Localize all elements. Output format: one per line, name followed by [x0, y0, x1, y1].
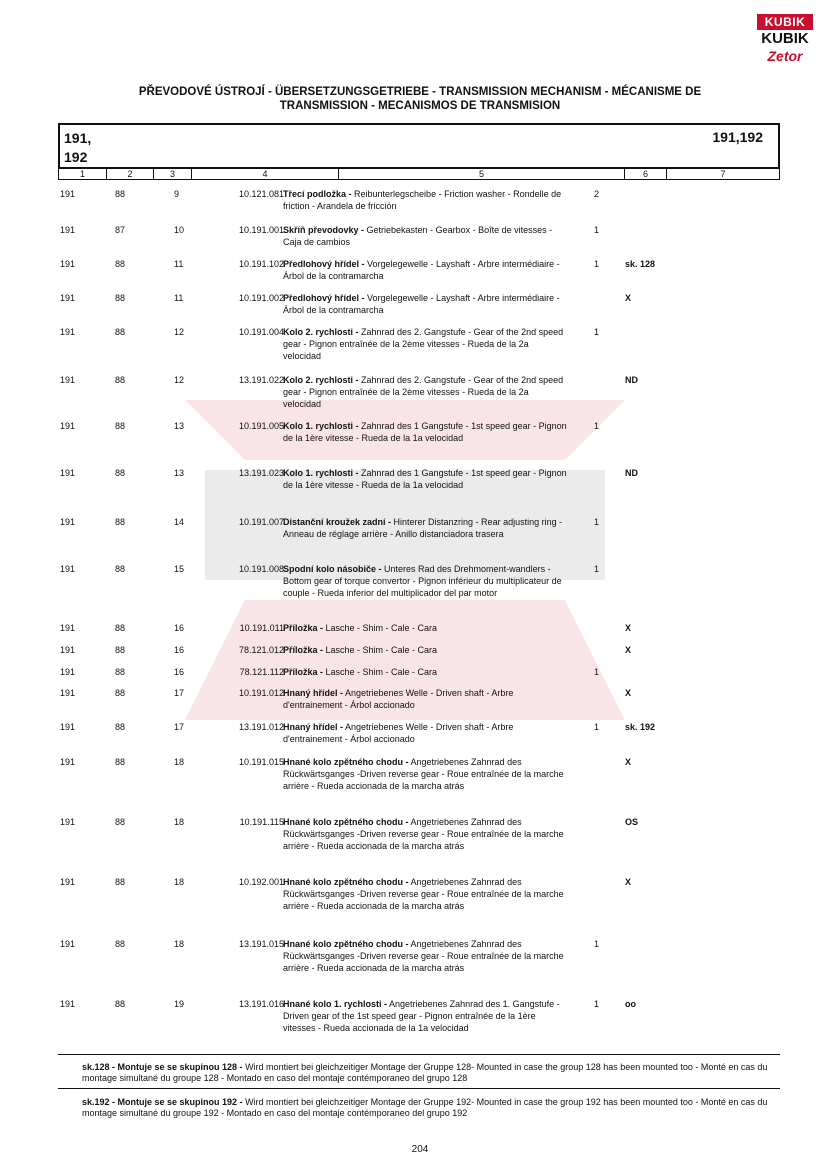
- description-czech-name: Kolo 1. rychlosti -: [283, 468, 359, 478]
- description-czech-name: Hnaný hřídel -: [283, 722, 344, 732]
- column-header-1: 1: [59, 169, 107, 180]
- col-part-number: 10.192.001: [238, 877, 284, 887]
- col-description: [283, 467, 568, 491]
- col-part-number: 10.191.002: [238, 293, 284, 303]
- column-header-5: 5: [339, 169, 625, 180]
- col-description: [283, 224, 568, 248]
- description-translations: Vorgelegewelle - Layshaft - Arbre intermédiaire - Árbol de la contramarcha: [283, 259, 560, 281]
- col-quantity: 1: [594, 225, 600, 235]
- description-czech-name: Hnané kolo zpětného chodu -: [283, 877, 409, 887]
- col-remark: X: [625, 688, 632, 698]
- note-sk128: [82, 1062, 782, 1084]
- note-sk128-text: Wird montiert bei gleichzeitiger Montage der Gruppe 128- Mounted in case the group 128 has been mounted too - Monté en cas du montage simultané du groupe 128 - Montado en caso del montaje contémporaneo del grupo 128: [82, 1062, 768, 1083]
- col-figure: 88: [115, 189, 126, 199]
- description-translations: Getriebekasten - Gearbox - Boîte de vitesses - Caja de cambios: [283, 225, 553, 247]
- col-subgroup: 191: [60, 468, 76, 478]
- col-description: [283, 998, 568, 1034]
- col-quantity: 1: [594, 722, 600, 732]
- col-figure: 88: [115, 375, 126, 385]
- col-subgroup: 191: [60, 259, 76, 269]
- page-number: 204: [411, 1144, 429, 1155]
- column-header-3: 3: [154, 169, 192, 180]
- col-figure: 88: [115, 293, 126, 303]
- col-position: 11: [174, 293, 184, 303]
- column-header-4: 4: [192, 169, 339, 180]
- col-part-number: 78.121.012: [238, 645, 284, 655]
- description-czech-name: Hnaný hřídel -: [283, 688, 344, 698]
- note-sk192-text: Wird montiert bei gleichzeitiger Montage der Gruppe 192- Mounted in case the group 192 has been mounted too - Monté en cas du montage simultané du groupe 192 - Montado en caso del montaje contémporaneo del grupo 192: [82, 1097, 768, 1118]
- description-translations: Hinterer Distanzring - Rear adjusting ring - Anneau de réglage arrière - Anillo distanciadora trasera: [283, 517, 563, 539]
- col-subgroup: 191: [60, 327, 76, 337]
- col-description: [283, 516, 568, 540]
- description-czech-name: Spodní kolo násobiče -: [283, 564, 382, 574]
- description-czech-name: Předlohový hřídel -: [283, 259, 365, 269]
- col-figure: 88: [115, 259, 126, 269]
- col-description: [283, 644, 568, 656]
- col-figure: 88: [115, 939, 126, 949]
- col-description: [283, 326, 568, 362]
- col-part-number: 10.121.081: [238, 189, 284, 199]
- col-subgroup: 191: [60, 667, 76, 677]
- col-remark: OS: [625, 817, 639, 827]
- col-subgroup: 191: [60, 877, 76, 887]
- description-translations: Zahnrad des 2. Gangstufe - Gear of the 2nd speed gear - Pignon entraînée de la 2ème vitesses - Rueda de la 2a velocidad: [283, 327, 564, 361]
- col-description: [283, 816, 568, 852]
- col-position: 17: [174, 722, 185, 732]
- note-sk192: [82, 1097, 782, 1119]
- notes-divider: [58, 1054, 780, 1055]
- column-header-2: 2: [107, 169, 154, 180]
- col-part-number: 13.191.012: [238, 722, 284, 732]
- col-description: [283, 756, 568, 792]
- description-czech-name: Příložka -: [283, 623, 324, 633]
- group-header-left: 191, 192: [64, 130, 92, 165]
- col-figure: 88: [115, 645, 126, 655]
- col-figure: 88: [115, 722, 126, 732]
- description-translations: Zahnrad des 1 Gangstufe - 1st speed gear - Pignon de la 1ère vitesse - Rueda de la 1a velocidad: [283, 468, 567, 490]
- col-part-number: 10.191.001: [238, 225, 284, 235]
- description-czech-name: Hnané kolo zpětného chodu -: [283, 939, 409, 949]
- col-quantity: 1: [594, 939, 600, 949]
- logo-line3: Zetor: [767, 48, 803, 64]
- col-position: 19: [174, 999, 185, 1009]
- description-translations: Angetriebenes Zahnrad des Rückwärtsganges -Driven reverse gear - Roue entraînée de la marche arrière - Rueda accionada de la marcha atrás: [283, 939, 564, 973]
- col-subgroup: 191: [60, 517, 76, 527]
- col-figure: 88: [115, 817, 126, 827]
- group-header-right: 191,192: [712, 129, 763, 145]
- logo-line1: KUBIK: [757, 14, 813, 30]
- col-part-number: 10.191.102: [238, 259, 284, 269]
- col-remark: sk. 128: [625, 259, 656, 269]
- col-quantity: 1: [594, 421, 600, 431]
- logo-line2: KUBIK: [761, 30, 809, 47]
- col-figure: 88: [115, 517, 126, 527]
- description-translations: Lasche - Shim - Cale - Cara: [323, 645, 438, 655]
- description-translations: Angetriebenes Welle - Driven shaft - Arbre d'entrainement - Árbol accionado: [283, 688, 514, 710]
- col-position: 18: [174, 939, 185, 949]
- col-remark: X: [625, 757, 632, 767]
- description-czech-name: Příložka -: [283, 667, 324, 677]
- col-description: [283, 666, 568, 678]
- col-remark: oo: [625, 999, 636, 1009]
- col-part-number: 13.191.016: [238, 999, 284, 1009]
- description-czech-name: Kolo 2. rychlosti -: [283, 375, 359, 385]
- description-translations: Angetriebenes Zahnrad des Rückwärtsganges -Driven reverse gear - Roue entraînée de la marche arrière - Rueda accionada de la marcha atrás: [283, 877, 564, 911]
- col-remark: sk. 192: [625, 722, 656, 732]
- col-position: 18: [174, 817, 185, 827]
- col-figure: 88: [115, 667, 126, 677]
- col-position: 16: [174, 667, 185, 677]
- col-remark: X: [625, 623, 632, 633]
- description-translations: Reibunterlegscheibe - Friction washer - Rondelle de friction - Arandela de fricción: [283, 189, 562, 211]
- col-part-number: 13.191.015: [238, 939, 284, 949]
- description-czech-name: Skříň převodovky -: [283, 225, 365, 235]
- col-part-number: 10.191.011: [239, 623, 284, 633]
- col-position: 13: [174, 421, 185, 431]
- col-description: [283, 258, 568, 282]
- col-position: 9: [174, 189, 180, 199]
- col-quantity: 1: [594, 517, 600, 527]
- col-quantity: 1: [594, 259, 600, 269]
- col-subgroup: 191: [60, 757, 76, 767]
- col-subgroup: 191: [60, 722, 76, 732]
- col-subgroup: 191: [60, 189, 76, 199]
- col-figure: 88: [115, 327, 126, 337]
- column-header-7: 7: [720, 169, 726, 179]
- col-part-number: 13.191.022: [238, 375, 284, 385]
- col-position: 11: [174, 259, 184, 269]
- col-description: [283, 721, 568, 745]
- description-czech-name: Příložka -: [283, 645, 324, 655]
- column-header-row: [58, 168, 780, 180]
- col-figure: 88: [115, 623, 126, 633]
- col-part-number: 10.191.012: [238, 688, 284, 698]
- col-position: 12: [174, 327, 185, 337]
- col-figure: 87: [115, 225, 126, 235]
- col-figure: 88: [115, 999, 126, 1009]
- col-figure: 88: [115, 421, 126, 431]
- col-description: [283, 563, 568, 599]
- col-part-number: 13.191.023: [238, 468, 284, 478]
- note-sk128-bold: sk.128 - Montuje se se skupinou 128 -: [82, 1062, 243, 1072]
- page-title: PŘEVODOVÉ ÚSTROJÍ - ÜBERSETZUNGSGETRIEBE - TRANSMISSION MECHANISM - MÉCANISME DE TRANSMISSION - MECANISMOS DE TRANSMISION: [138, 86, 702, 112]
- kubik-zetor-logo: [757, 14, 813, 66]
- col-position: 18: [174, 877, 185, 887]
- description-translations: Unteres Rad des Drehmoment-wandlers - Bottom gear of torque convertor - Pignon inférieur du multiplicateur de couple - Rueda inferior del multiplicador del par motor: [283, 564, 562, 598]
- col-figure: 88: [115, 468, 126, 478]
- col-subgroup: 191: [60, 817, 76, 827]
- col-subgroup: 191: [60, 999, 76, 1009]
- col-subgroup: 191: [60, 645, 76, 655]
- col-position: 17: [174, 688, 185, 698]
- col-subgroup: 191: [60, 293, 76, 303]
- col-position: 18: [174, 757, 185, 767]
- col-description: [283, 374, 568, 410]
- col-description: [283, 687, 568, 711]
- col-subgroup: 191: [60, 688, 76, 698]
- col-quantity: 1: [594, 327, 600, 337]
- col-part-number: 10.191.004: [238, 327, 284, 337]
- description-czech-name: Distanční kroužek zadní -: [283, 517, 392, 527]
- description-translations: Lasche - Shim - Cale - Cara: [323, 623, 438, 633]
- description-czech-name: Hnané kolo 1. rychlosti -: [283, 999, 388, 1009]
- col-description: [283, 292, 568, 316]
- col-part-number: 10.191.115: [239, 817, 284, 827]
- col-position: 16: [174, 623, 185, 633]
- description-czech-name: Hnané kolo zpětného chodu -: [283, 757, 409, 767]
- col-subgroup: 191: [60, 623, 76, 633]
- col-description: [283, 938, 568, 974]
- description-translations: Angetriebenes Welle - Driven shaft - Arbre d'entrainement - Árbol accionado: [283, 722, 514, 744]
- description-translations: Zahnrad des 2. Gangstufe - Gear of the 2nd speed gear - Pignon entraînée de la 2ème vitesses - Rueda de la 2a velocidad: [283, 375, 564, 409]
- description-czech-name: Kolo 2. rychlosti -: [283, 327, 359, 337]
- description-translations: Zahnrad des 1 Gangstufe - 1st speed gear - Pignon de la 1ère vitesse - Rueda de la 1a velocidad: [283, 421, 567, 443]
- col-part-number: 10.191.008: [238, 564, 284, 574]
- col-quantity: 1: [594, 564, 600, 574]
- col-subgroup: 191: [60, 421, 76, 431]
- col-description: [283, 188, 568, 212]
- notes-divider-2: [58, 1088, 780, 1089]
- description-translations: Angetriebenes Zahnrad des Rückwärtsganges -Driven reverse gear - Roue entraînée de la marche arrière - Rueda accionada de la marcha atrás: [283, 757, 564, 791]
- description-czech-name: Hnané kolo zpětného chodu -: [283, 817, 409, 827]
- col-remark: X: [625, 877, 632, 887]
- col-position: 10: [174, 225, 185, 235]
- col-subgroup: 191: [60, 225, 76, 235]
- note-sk192-bold: sk.192 - Montuje se se skupinou 192 -: [82, 1097, 243, 1107]
- col-position: 13: [174, 468, 185, 478]
- col-part-number: 10.191.007: [238, 517, 284, 527]
- column-header-6: 6: [625, 169, 667, 180]
- col-part-number: 78.121.112: [239, 667, 284, 677]
- col-part-number: 10.191.015: [238, 757, 284, 767]
- description-czech-name: Předlohový hřídel -: [283, 293, 365, 303]
- description-czech-name: Třecí podložka -: [283, 189, 352, 199]
- col-remark: X: [625, 645, 632, 655]
- col-description: [283, 876, 568, 912]
- col-figure: 88: [115, 877, 126, 887]
- col-quantity: 1: [594, 667, 600, 677]
- col-description: [283, 420, 568, 444]
- description-translations: Vorgelegewelle - Layshaft - Arbre intermédiaire - Árbol de la contramarcha: [283, 293, 560, 315]
- col-subgroup: 191: [60, 564, 76, 574]
- description-translations: Angetriebenes Zahnrad des 1. Gangstufe - Driven gear of the 1st speed gear - Pignon entraînée de la 1ère vitesses - Rueda accionada de la 1a velocidad: [283, 999, 560, 1033]
- col-figure: 88: [115, 757, 126, 767]
- description-czech-name: Kolo 1. rychlosti -: [283, 421, 359, 431]
- col-position: 12: [174, 375, 185, 385]
- col-position: 15: [174, 564, 185, 574]
- description-translations: Lasche - Shim - Cale - Cara: [323, 667, 438, 677]
- col-quantity: 1: [594, 999, 600, 1009]
- description-translations: Angetriebenes Zahnrad des Rückwärtsganges -Driven reverse gear - Roue entraînée de la marche arrière - Rueda accionada de la marcha atrás: [283, 817, 564, 851]
- col-figure: 88: [115, 688, 126, 698]
- col-subgroup: 191: [60, 939, 76, 949]
- col-figure: 88: [115, 564, 126, 574]
- col-position: 14: [174, 517, 185, 527]
- col-remark: X: [625, 293, 632, 303]
- col-subgroup: 191: [60, 375, 76, 385]
- group-header-box: [58, 123, 780, 169]
- col-description: [283, 622, 568, 634]
- col-part-number: 10.191.005: [238, 421, 284, 431]
- col-quantity: 2: [594, 189, 600, 199]
- col-position: 16: [174, 645, 185, 655]
- col-remark: ND: [625, 375, 638, 385]
- col-remark: ND: [625, 468, 638, 478]
